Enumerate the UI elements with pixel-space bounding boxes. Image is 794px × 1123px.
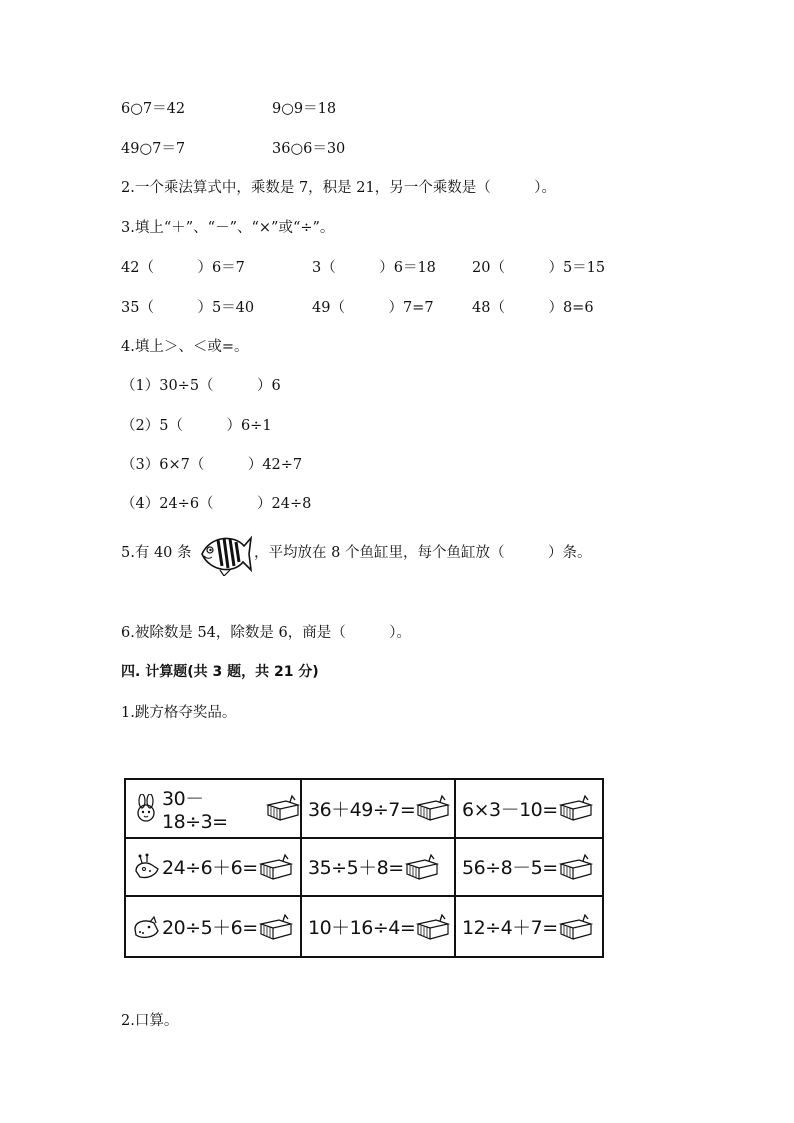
grid-expression: 6×3－10= [462,798,558,821]
grid-cell [302,897,456,956]
q3-expr: 20（ ）5＝15 [472,260,606,276]
rabbit-icon [132,794,160,822]
question-6: 6.被除数是 54，除数是 6，商是（ ）。 [121,625,411,641]
grid-expression: 24÷6＋6= [162,857,258,880]
q3-expr: 35（ ）5＝40 [121,300,255,316]
q4-item: （2）5（ ）6÷1 [121,418,272,434]
question-5-after: ，平均放在 8 个鱼缸里，每个鱼缸放（ ）条。 [254,545,592,561]
grid-expression: 56÷8－5= [462,857,558,880]
grid-cell [456,780,602,839]
grid-expression: 30－18÷3= [162,787,228,833]
calc-2-title: 2.口算。 [121,1013,179,1029]
grid-cell [456,897,602,956]
hopscotch-grid [124,778,604,958]
q1-expr-1: 6○7＝42 [121,101,186,117]
question-3-title: 3.填上“＋”、“－”、“×”或“÷”。 [121,220,335,236]
gift-box-icon [405,854,439,880]
q1-expr-2: 9○9＝18 [272,101,337,117]
q3-expr: 42（ ）6＝7 [121,260,245,276]
q4-item: （4）24÷6（ ）24÷8 [121,496,312,512]
grid-expression: 10＋16÷4= [308,917,416,940]
q4-item: （1）30÷5（ ）6 [121,378,281,394]
grid-cell [302,839,456,898]
calc-1-title: 1.跳方格夺奖品。 [121,705,237,721]
grid-expression: 35÷5＋8= [308,857,404,880]
grid-cell [126,780,302,839]
q1-expr-4: 36○6＝30 [272,141,346,157]
section-4-heading: 四. 计算题(共 3 题，共 21 分) [121,664,319,680]
gift-box-icon [259,914,293,940]
q3-expr: 3（ ）6＝18 [312,260,436,276]
grid-cell [126,897,302,956]
fish-picture [196,530,252,576]
hippo-icon [132,913,160,941]
grid-cell [302,780,456,839]
grid-expression: 20÷5＋6= [162,917,258,940]
gift-box-icon [416,914,450,940]
gift-box-icon [259,854,293,880]
question-5-before: 5.有 40 条 [121,545,192,561]
q3-expr: 49（ ）7=7 [312,300,434,316]
q1-expr-3: 49○7＝7 [121,141,186,157]
question-2: 2.一个乘法算式中，乘数是 7，积是 21，另一个乘数是（ ）。 [121,180,556,196]
gift-box-icon [416,795,450,821]
grid-expression: 36＋49÷7= [308,798,416,821]
gift-box-icon [559,795,593,821]
q3-expr: 48（ ）8=6 [472,300,594,316]
gift-box-icon [266,795,300,821]
grid-expression: 12÷4＋7= [462,917,558,940]
gift-box-icon [559,854,593,880]
giraffe-icon [132,853,160,881]
grid-cell [456,839,602,898]
question-4-title: 4.填上＞、＜或=。 [121,339,249,355]
grid-cell [126,839,302,898]
gift-box-icon [559,914,593,940]
q4-item: （3）6×7（ ）42÷7 [121,457,303,473]
